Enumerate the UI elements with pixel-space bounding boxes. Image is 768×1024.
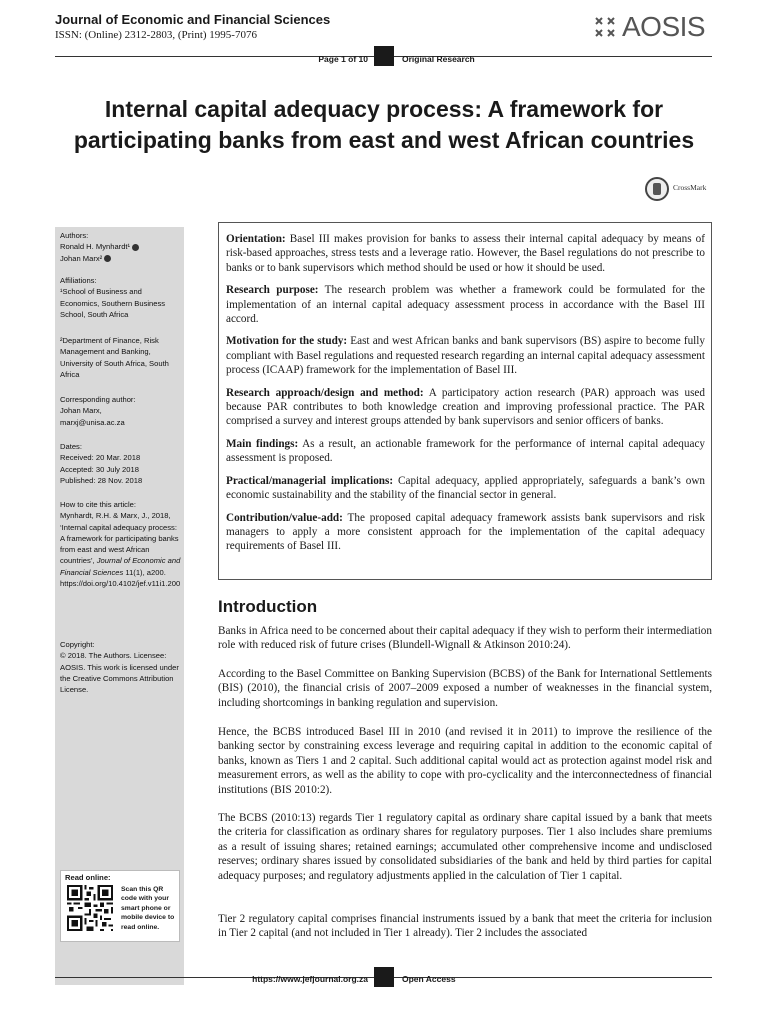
qr-code-icon[interactable] (67, 885, 113, 931)
abstract-motivation: Motivation for the study: East and west African banks and bank supervisors (BS) aspire to become fully compliant with Basel regulations and requested research regarding an internal capital adequacy assessment process (ICAAP) framework for the implementation of Basel III. (226, 335, 705, 377)
abstract-implications: Practical/managerial implications: Capital adequacy, applied appropriately, safeguards a bank’s own economic sustainability and the stability of the financial sector in general. (226, 474, 705, 502)
corresponding-email[interactable]: marxj@unisa.ac.za (60, 417, 125, 427)
cite-label: How to cite this article: (60, 500, 136, 509)
corresponding-author-block (60, 394, 182, 428)
crossmark-label: CrossMark (673, 183, 707, 192)
orcid-icon[interactable] (104, 255, 111, 262)
copyright-block (60, 639, 182, 695)
copyright-label: Copyright: (60, 640, 95, 649)
authors-block (60, 230, 182, 264)
author-2: Johan Marx² (60, 253, 103, 263)
dates-label: Dates: (60, 442, 82, 451)
affiliations-label: Affiliations: (60, 276, 97, 285)
cite-journal: Journal of Economic and Financial Sciences (60, 556, 181, 577)
affiliations-block (60, 275, 182, 320)
article-title: Internal capital adequacy process: A framework for participating banks from east and west African countries (73, 96, 695, 153)
article-type: Original Research (402, 54, 475, 64)
accepted-date: Accepted: 30 July 2018 (60, 464, 139, 474)
abstract-orientation: Orientation: Basel III makes provision for banks to assess their internal capital adequacy by means of risk-based approaches, stress tests and a leverage ratio. However, the Basel regulations do not prescribe to banks or to bank supervisors which method should be used or how it should be used. (226, 233, 705, 274)
authors-label: Authors: (60, 231, 89, 240)
affiliation-2: ²Department of Finance, Risk Management and Banking, University of South Africa, South Africa (60, 336, 169, 379)
abstract-purpose: Research purpose: The research problem was whether a framework could be formulated for the implementation of an internal capital adequacy assessment process in accordance with the Basel III accord. (226, 284, 705, 326)
aosis-logo-icon (594, 16, 618, 38)
page-number: Page 1 of 10 (318, 54, 368, 64)
corresponding-name: Johan Marx, (60, 406, 102, 416)
read-online-label: Read online: (65, 873, 111, 882)
citation-block (60, 499, 182, 589)
read-online-panel (60, 870, 180, 942)
corresponding-label: Corresponding author: (60, 395, 136, 404)
read-online-text: Scan this QR code with your smart phone or mobile device to read online. (121, 886, 175, 931)
affiliation-1: ¹School of Business and Economics, Southern Business School, South Africa (60, 287, 166, 319)
copyright-text: © 2018. The Authors. Licensee: AOSIS. This work is licensed under the Creative Commons Attribution License. (60, 651, 179, 695)
journal-url-link[interactable]: https://www.jefjournal.org.za (252, 974, 368, 984)
abstract-findings: Main findings: As a result, an actionable framework for the performance of internal capital adequacy assessment is proposed. (226, 437, 706, 465)
footer-square (374, 967, 394, 987)
cite-text: Mynhardt, R.H. & Marx, J., 2018, ‘Internal capital adequacy process: A framework for participating banks from east and west African countries’, (60, 511, 179, 566)
logo-text: AOSIS (622, 11, 706, 42)
intro-paragraph-3: Hence, the BCBS introduced Basel III in 2010 (and revised it in 2011) to improve the resilience of the banking sector by constraining excess leverage and requiring capital in addition to the economic capital of banks, known as Tiers 1 and 2 capital. Such additional capital would act as protection against model risk and measurement errors, as well as the ability to cope with pro-cyclicality and the interconnectedness of financial institutions (BIS 2010:2). (218, 726, 712, 796)
received-date: Received: 20 Mar. 2018 (60, 453, 141, 463)
abstract-approach: Research approach/design and method: A participatory action research (PAR) approach was used because PAR contributes to both knowledge creation and improving professional practice. The PAR comprised a survey and interest groups attended by bank supervisors and senior officers of banks. (226, 386, 705, 428)
issn: ISSN: (Online) 2312-2803, (Print) 1995-7076 (55, 29, 257, 41)
intro-paragraph-4: The BCBS (2010:13) regards Tier 1 regulatory capital as ordinary share capital issued by a bank that meets the criteria for classification as ordinary shares for regulatory purposes. Tier 1 also includes share premiums as a result of issuing shares; retained earnings; accumulated other comprehensive income and undisclosed reserves; ordinary shares issued by consolidated subsidiaries of the bank and held by third parties for capital adequacy purposes; and regulatory adjustments applied in the calculation of Tier 1 capital. (218, 812, 712, 882)
section-heading-introduction: Introduction (218, 597, 318, 616)
author-1: Ronald H. Mynhardt¹ (60, 242, 131, 252)
published-date: Published: 28 Nov. 2018 (60, 475, 143, 485)
intro-paragraph-5: Tier 2 regulatory capital comprises financial instruments issued by a bank that meet the criteria for inclusion in Tier 2 capital (and not included in Tier 1 already). Tier 2 includes the associated (218, 913, 712, 940)
journal-name: Journal of Economic and Financial Sciences (55, 12, 331, 27)
orcid-icon[interactable] (132, 244, 139, 251)
open-access-label: Open Access (402, 974, 456, 984)
header-square (374, 46, 394, 66)
cite-doi[interactable]: 11(1), a200. https://doi.org/10.4102/jef.v11i1.200 (60, 567, 181, 589)
abstract-contribution: Contribution/value-add: The proposed capital adequacy framework assists bank supervisors and risk managers to apply a more consistent approach for the implementation of the capital adequacy requirements of Basel III. (226, 511, 705, 553)
publisher-logo[interactable] (594, 12, 718, 42)
dates-block (60, 441, 182, 486)
intro-paragraph-1: Banks in Africa need to be concerned about their capital adequacy if they wish to perform their intermediation role with reduced risk of future crises (Blundell-Wignall & Atkinson 2010:24). (218, 625, 712, 652)
crossmark-badge[interactable] (645, 177, 717, 207)
intro-paragraph-2: According to the Basel Committee on Banking Supervision (BCBS) of the Bank for International Settlements (BIS) (2010), the financial crisis of 2007–2009 exposed a number of weaknesses in the financial system, including shortcomings in banking regulation and supervision. (218, 668, 712, 709)
crossmark-icon (645, 177, 669, 201)
abstract-box (218, 222, 712, 580)
